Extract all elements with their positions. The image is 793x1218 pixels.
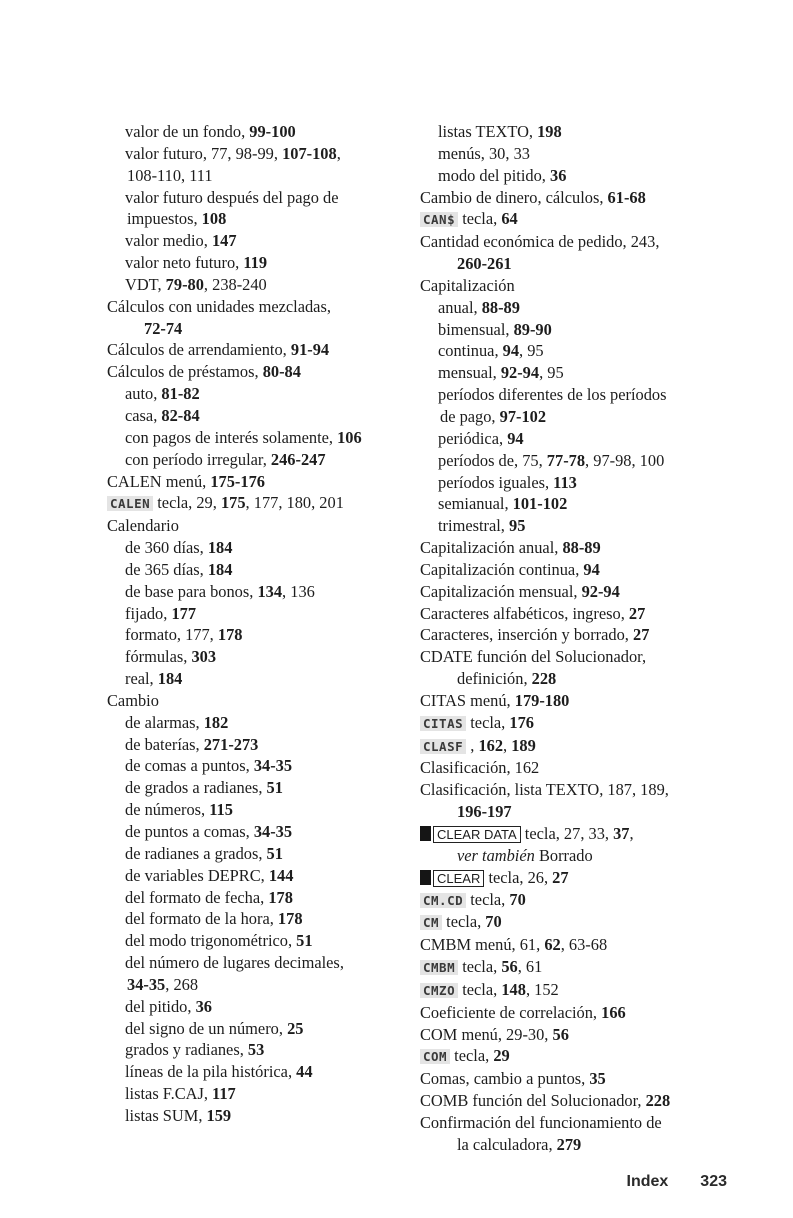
page-reference-primary: 79-80 [165,274,204,294]
entry-text: menús, 30, 33 [438,143,530,163]
entry-text: líneas de la pila histórica, [125,1062,297,1082]
page-reference-primary: 101-102 [512,494,568,514]
entry-text: continua, [438,341,503,361]
index-subentry [107,887,412,909]
index-subentry [107,821,412,843]
index-entry [107,339,412,361]
index-subentry [107,996,412,1018]
index-entry-continuation [420,845,735,867]
page-reference-primary: 94 [502,341,520,361]
entry-text: tecla, [466,889,510,909]
entry-text: tecla, [442,912,486,932]
page-reference-primary: 175 [220,493,246,513]
entry-text: valor medio, [125,231,212,251]
page-reference-primary: 34-35 [253,822,293,841]
index-entry [420,581,735,603]
page-reference-primary: 260-261 [457,254,512,274]
index-subentry [420,493,735,515]
entry-text: de números, [125,800,210,820]
entry-text: bimensual, [438,319,514,339]
entry-text: Comas, cambio a puntos, [420,1069,590,1089]
menu-key-label: CITAS [420,716,466,731]
menu-key-label: COM [420,1049,450,1064]
entry-text: Cambio [107,690,159,710]
index-entry-continuation [107,208,412,230]
page-reference-primary: 108 [201,209,227,229]
page-reference-primary: 175-176 [210,471,265,491]
index-entry-continuation [107,318,412,340]
page-reference-primary: 92-94 [581,581,620,601]
entry-text: Confirmación del funcionamiento de [420,1112,662,1132]
entry-text: tecla, 27, 33, [520,824,614,843]
entry-text: del número de lugares decimales, [125,953,344,973]
menu-key-label: CMBM [420,960,458,975]
entry-text: impuestos, [127,209,202,229]
entry-text: períodos diferentes de los períodos [438,385,667,405]
page-reference-primary: 88-89 [562,538,601,558]
page-reference-primary: 51 [296,931,313,951]
index-subentry [107,1061,412,1083]
page-footer [627,1173,728,1191]
index-entry [420,1024,735,1046]
page-reference-primary: 178 [217,625,243,645]
index-entry [420,624,735,646]
index-subentry [107,1083,412,1105]
page-reference-primary: 29 [493,1046,510,1066]
index-subentry [107,427,412,449]
entry-text: con período irregular, [125,449,271,469]
entry-text: , [466,735,479,755]
index-entry [420,757,735,779]
page-reference-primary: 62 [544,935,561,955]
index-entry [420,934,735,956]
entry-text: del pitido, [125,996,196,1016]
entry-text: períodos iguales, [438,472,554,492]
entry-text: , 268 [165,974,199,994]
index-entry [420,867,735,889]
entry-text: , [503,735,512,755]
entry-text: Cálculos de arrendamiento, [107,340,291,360]
keyboard-key-label: CLEAR [433,870,484,887]
index-subentry [420,362,735,384]
entry-text: Cantidad económica de pedido, 243, [420,232,660,252]
index-entry-continuation [420,253,735,275]
page-reference-primary: 162 [478,735,504,755]
index-entry [420,1068,735,1090]
index-entry [420,889,735,912]
page-reference-primary: 34-35 [127,974,166,994]
page-reference-primary: 178 [268,887,293,907]
index-subentry [107,646,412,668]
page-reference-primary: 53 [247,1040,265,1060]
page-reference-primary: 88-89 [481,297,520,317]
page-reference-primary: 147 [211,231,237,251]
entry-text: Clasificación, lista TEXTO, 187, 189, [420,780,669,800]
entry-text: valor neto futuro, [125,253,244,273]
index-entry [420,1112,735,1134]
entry-text: trimestral, [438,516,510,536]
index-entry [420,779,735,801]
page-reference-primary: 44 [296,1062,313,1082]
entry-text: tecla, [466,712,510,732]
page-reference-primary: 25 [287,1018,304,1038]
page-reference-primary: 35 [589,1069,606,1089]
page-reference-primary: 106 [337,427,362,447]
entry-text: tecla, [458,979,502,999]
index-subentry [107,537,412,559]
entry-text: de pago, [440,406,500,426]
entry-text: Capitalización anual, [420,538,563,558]
shift-key-icon [420,870,431,885]
entry-text: listas F.CAJ, [125,1084,213,1104]
page-reference-primary: 99-100 [249,122,296,141]
entry-text: , 63-68 [560,935,608,955]
entry-text: la calculadora, [457,1134,557,1154]
page-reference-primary: 36 [550,165,567,185]
index-column-left [107,121,412,1127]
entry-text: , [336,143,341,163]
page-reference-primary: 51 [266,778,283,798]
entry-text: 108-110, 111 [127,165,213,185]
page-reference-primary: 51 [266,843,283,863]
index-subentry [107,624,412,646]
index-subentry [107,581,412,603]
index-entry [420,911,735,934]
entry-text: Cambio de dinero, cálculos, [420,187,608,207]
page-reference-primary: 177 [171,603,197,623]
page-reference-primary: 303 [191,647,217,667]
index-entry [107,492,412,515]
index-subentry [107,908,412,930]
menu-key-label: CAN$ [420,212,458,227]
entry-text: grados y radianes, [125,1040,248,1060]
index-entry [420,208,735,231]
entry-text: de 360 días, [125,538,208,558]
entry-text: VDT, [125,274,166,294]
index-subentry [107,712,412,734]
entry-text: del formato de la hora, [125,909,278,929]
index-subentry [107,734,412,756]
entry-text: , 61 [517,957,543,977]
page-reference-primary: 228 [531,669,557,689]
index-subentry [420,515,735,537]
menu-key-label: CM.CD [420,893,466,908]
index-entry-continuation [420,668,735,690]
index-subentry [107,952,412,974]
entry-text: fórmulas, [125,647,192,667]
page-reference-primary: 113 [553,472,577,492]
entry-text: de puntos a comas, [125,822,254,841]
index-entry [420,735,735,758]
entry-text: períodos de, 75, [438,450,547,470]
entry-text: valor futuro, 77, 98-99, [125,143,283,163]
entry-text: CMBM menú, 61, [420,935,545,955]
shift-key-icon [420,826,431,841]
page-reference-primary: 184 [157,669,183,689]
page-reference-primary: 56 [552,1024,569,1044]
page-reference-primary: 166 [601,1002,626,1022]
page-reference-primary: 72-74 [144,318,183,338]
page-reference-primary: 196-197 [457,802,512,822]
entry-text: CALEN menú, [107,471,211,491]
entry-text: real, [125,669,158,689]
entry-text: , 238-240 [203,274,267,294]
entry-text: de grados a radianes, [125,778,267,798]
index-column-right [420,121,735,1156]
index-entry [107,361,412,383]
entry-text: del signo de un número, [125,1018,288,1038]
page-reference-primary: 228 [645,1091,671,1111]
entry-text: de alarmas, [125,712,204,732]
page-reference-primary: 176 [509,712,534,732]
entry-text: Capitalización mensual, [420,581,582,601]
page-reference-primary: 279 [556,1134,582,1154]
page-reference-primary: 61-68 [607,187,646,207]
footer-section-label: Index [626,1173,669,1190]
entry-text: CITAS menú, [420,690,515,710]
index-subentry [107,865,412,887]
page-reference-primary: 144 [268,865,294,885]
index-subentry [420,384,735,406]
index-entry [420,603,735,625]
page-reference-primary: 117 [212,1084,236,1104]
entry-text: , 152 [525,979,559,999]
page-reference-primary: 184 [207,559,233,579]
page-reference-primary: 271-273 [203,734,259,754]
entry-text: , [629,824,634,843]
entry-text: , 177, 180, 201 [245,493,344,513]
index-entry [420,231,735,253]
page-reference-primary: 182 [203,712,229,732]
index-entry [420,559,735,581]
index-subentry [107,777,412,799]
index-entry [107,690,412,712]
index-subentry [107,383,412,405]
page-number: 323 [700,1173,727,1190]
entry-text: tecla, [458,957,502,977]
page-reference-primary: 94 [583,559,600,579]
page-reference-primary: 134 [257,581,283,601]
page-reference-primary: 119 [243,253,268,273]
index-entry [420,823,735,845]
page-reference-primary: 77-78 [546,450,586,470]
entry-text: Cálculos de préstamos, [107,362,263,382]
index-subentry [107,603,412,625]
index-subentry [107,405,412,427]
entry-text: , 95 [519,341,544,361]
index-subentry [107,559,412,581]
page-reference-primary: 198 [537,122,562,141]
index-subentry [420,297,735,319]
index-entry [420,646,735,668]
index-entry-continuation [107,974,412,996]
entry-text: COM menú, 29-30, [420,1024,553,1044]
index-entry [420,979,735,1002]
index-subentry [107,1039,412,1061]
entry-text: Coeficiente de correlación, [420,1002,602,1022]
entry-text: periódica, [438,428,508,448]
index-subentry [107,1105,412,1127]
page-reference-primary: 92-94 [500,363,540,383]
entry-text: Caracteres, inserción y borrado, [420,625,633,645]
index-subentry [107,449,412,471]
index-subentry [107,930,412,952]
page-reference-primary: 34-35 [253,756,293,776]
page-reference-primary: 80-84 [262,362,301,382]
index-entry [420,956,735,979]
entry-text: valor de un fondo, [125,122,250,141]
entry-text: , 97-98, 100 [585,450,665,470]
page-reference-primary: 36 [195,996,212,1016]
index-entry-continuation [420,406,735,428]
page-reference-primary: 184 [207,538,233,558]
entry-text: modo del pitido, [438,165,550,185]
page-reference-primary: 115 [209,800,233,820]
page-reference-primary: 89-90 [513,319,552,339]
page-reference-primary: 189 [511,735,536,755]
entry-text: Borrado [534,845,593,865]
index-subentry [420,165,735,187]
index-subentry [107,274,412,296]
entry-text: Capitalización [420,275,515,295]
index-subentry [107,230,412,252]
page-reference-primary: 148 [501,979,526,999]
entry-text: listas SUM, [125,1105,207,1125]
index-entry-continuation [420,1134,735,1156]
page-reference-primary: 82-84 [161,405,200,425]
entry-text: Cálculos con unidades mezcladas, [107,296,331,316]
entry-text: CDATE función del Solucionador, [420,647,647,667]
index-subentry [107,252,412,274]
entry-text: , 136 [282,581,315,601]
entry-text: Capitalización continua, [420,559,584,579]
entry-text: listas TEXTO, [438,122,538,141]
index-subentry [107,799,412,821]
index-entry [420,187,735,209]
entry-text: de 365 días, [125,559,208,579]
entry-text: Clasificación, 162 [420,758,540,778]
page-reference-primary: 70 [485,912,502,932]
page-reference-primary: 70 [509,889,526,909]
index-entry [420,690,735,712]
index-entry [420,712,735,735]
index-entry [420,1090,735,1112]
entry-text: fijado, [125,603,172,623]
page-reference-primary: 27 [633,625,650,645]
index-entry [420,537,735,559]
index-subentry [420,121,735,143]
page-reference-primary: 159 [206,1105,232,1125]
index-entry [107,296,412,318]
index-subentry [107,1018,412,1040]
page-reference-primary: 97-102 [499,406,547,426]
page-reference-primary: 107-108 [282,143,337,163]
entry-text: definición, [457,669,532,689]
page-reference-primary: 178 [277,909,303,929]
index-subentry [107,668,412,690]
menu-key-label: CM [420,915,442,930]
entry-text: tecla, 26, [484,867,553,887]
entry-text: Caracteres alfabéticos, ingreso, [420,603,629,623]
entry-text: anual, [438,297,482,317]
index-entry [107,471,412,493]
entry-text: valor futuro después del pago de [125,187,339,207]
entry-text: auto, [125,384,162,404]
page-reference-primary: 64 [501,209,518,229]
index-subentry [107,843,412,865]
index-subentry [420,143,735,165]
page-reference-primary: 246-247 [270,449,326,469]
page-reference-primary: 81-82 [161,384,200,404]
entry-text: semianual, [438,494,513,514]
page-reference-primary: 27 [552,867,569,887]
menu-key-label: CALEN [107,496,153,511]
entry-text: del modo trigonométrico, [125,931,297,951]
entry-text: tecla, 29, [153,493,221,513]
index-subentry [420,319,735,341]
entry-text: de comas a puntos, [125,756,254,776]
cross-reference: ver también [457,845,535,865]
entry-text: casa, [125,405,162,425]
index-entry-continuation [107,165,412,187]
index-subentry [107,121,412,143]
entry-text: de baterías, [125,734,204,754]
entry-text: del formato de fecha, [125,887,269,907]
index-subentry [107,187,412,209]
entry-text: de variables DEPRC, [125,865,269,885]
index-subentry [420,428,735,450]
index-entry [107,515,412,537]
page-reference-primary: 37 [613,824,630,843]
entry-text: de radianes a grados, [125,843,267,863]
entry-text: COMB función del Solucionador, [420,1091,646,1111]
index-subentry [420,340,735,362]
entry-text: de base para bonos, [125,581,258,601]
index-subentry [420,450,735,472]
page-reference-primary: 91-94 [290,340,330,360]
entry-text: mensual, [438,363,501,383]
keyboard-key-label: CLEAR DATA [433,826,521,843]
menu-key-label: CLASF [420,739,466,754]
menu-key-label: CMZO [420,983,458,998]
page-reference-primary: 56 [501,957,518,977]
entry-text: , 95 [539,363,564,383]
index-entry [420,1045,735,1068]
entry-text: tecla, [458,209,502,229]
entry-text: Calendario [107,516,179,536]
entry-text: con pagos de interés solamente, [125,427,338,447]
index-subentry [107,143,412,165]
index-subentry [107,755,412,777]
page-reference-primary: 27 [628,603,646,623]
index-entry [420,275,735,297]
page-reference-primary: 94 [507,428,524,448]
entry-text: formato, 177, [125,625,218,645]
page-reference-primary: 179-180 [514,690,570,710]
index-entry [420,1002,735,1024]
index-entry-continuation [420,801,735,823]
page-reference-primary: 95 [509,516,526,536]
index-subentry [420,472,735,494]
entry-text: tecla, [450,1046,494,1066]
